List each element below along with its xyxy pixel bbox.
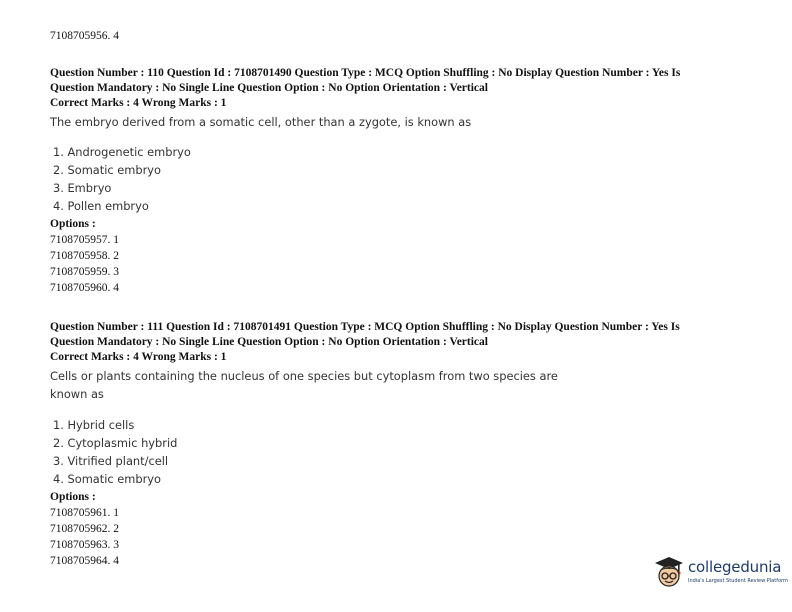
- option-id: 7108705957. 1: [50, 234, 119, 246]
- option-id: 7108705964. 4: [50, 555, 119, 567]
- option-id: 7108705960. 4: [50, 282, 119, 294]
- options-label: Options :: [50, 218, 96, 230]
- choice-item: 3. Vitrified plant/cell: [53, 454, 169, 468]
- question-text: The embryo derived from a somatic cell, other than a zygote, is known as: [50, 115, 472, 129]
- choice-item: 4. Somatic embryo: [53, 472, 162, 486]
- choice-item: 3. Embryo: [53, 181, 112, 195]
- option-id: 7108705961. 1: [50, 507, 119, 519]
- question-header-line1: Question Number : 111 Question Id : 7108701491 Question Type : MCQ Option Shuffling : No Display Question Number : Yes Is: [50, 321, 680, 333]
- previous-option-id: 7108705956. 4: [50, 30, 119, 42]
- question-header-line2: Question Mandatory : No Single Line Question Option : No Option Orientation : Vertical: [50, 82, 488, 94]
- choice-item: 4. Pollen embryo: [53, 199, 149, 213]
- logo-tagline: India's Largest Student Review Platform: [688, 578, 788, 584]
- option-id: 7108705958. 2: [50, 250, 119, 262]
- options-label: Options :: [50, 491, 96, 503]
- option-id: 7108705959. 3: [50, 266, 119, 278]
- question-text-line2: known as: [50, 387, 104, 401]
- option-id: 7108705963. 3: [50, 539, 119, 551]
- question-header-line1: Question Number : 110 Question Id : 7108701490 Question Type : MCQ Option Shuffling : No Display Question Number : Yes Is: [50, 67, 681, 79]
- question-header-line2: Question Mandatory : No Single Line Question Option : No Option Orientation : Vertical: [50, 336, 488, 348]
- choice-item: 2. Somatic embryo: [53, 163, 162, 177]
- question-text-line1: Cells or plants containing the nucleus of one species but cytoplasm from two species are: [50, 369, 558, 383]
- question-marks: Correct Marks : 4 Wrong Marks : 1: [50, 351, 227, 363]
- choice-item: 1. Androgenetic embryo: [53, 145, 191, 159]
- option-id: 7108705962. 2: [50, 523, 119, 535]
- logo-wordmark: collegedunia: [688, 558, 782, 576]
- graduate-mascot-icon: [652, 554, 686, 592]
- choice-item: 2. Cytoplasmic hybrid: [53, 436, 178, 450]
- question-marks: Correct Marks : 4 Wrong Marks : 1: [50, 97, 227, 109]
- collegedunia-logo: [652, 554, 788, 594]
- choice-item: 1. Hybrid cells: [53, 418, 135, 432]
